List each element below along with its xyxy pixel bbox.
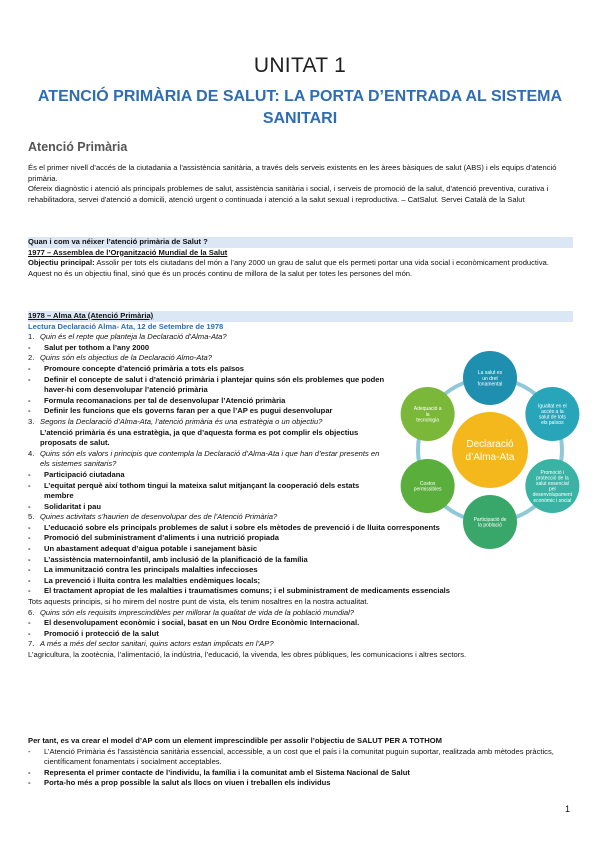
list-item: - La immunització contra les principals malalties infeccioses [28,565,573,576]
list-item: - Participació ciutadana [28,470,388,481]
almaata-left-column [28,332,388,512]
question-5-note: Tots aquests principis, si ho mirem del nostre punt de vista, els tenim nosaltres en la nostra actualitat. [28,597,369,607]
diagram-node-label: tecnologia [416,417,440,424]
list-item: - Un abastament adequat d’aigua potable i sanejament bàsic [28,544,573,555]
almaata-reading: Lectura Declaració Alma- Ata, 12 de Setembre de 1978 [28,321,224,331]
diagram-center-label-2: d’Alma-Ata [465,452,515,463]
diagram-node-label: fonamental [477,381,503,388]
list-item: - El tractament apropiat de les malalties i traumatismes comuns; i el subministrament de medicaments essencials [28,586,573,597]
objective-label: Objectiu principal: [28,258,95,268]
diagram-center-circle [452,412,528,488]
question-4: 4. Quins són els valors i principis que contempla la Declaració d’Alma-Ata i que han d’estar presents en els sistemes sanitaris? [28,448,380,469]
diagram-node-label: desenvolupament [532,492,573,499]
model-block [28,736,573,789]
list-item: - Salut per tothom a l’any 2000 [28,343,388,354]
model-intro: Per tant, es va crear el model d’AP com un element imprescindible per assolir l’objectiu de SALUT PER A TOTHOM [28,736,442,745]
page-number: 1 [565,804,571,814]
diagram-node-label: Costos [419,481,436,487]
list-item: - Definir les funcions que els governs faran per a que l’AP es pugui desenvolupar [28,406,388,417]
unit-title: UNITAT 1 [253,54,347,77]
diagram-node-label: Igualtat en el [538,403,567,410]
diagram-node-label: un dret [482,375,498,382]
list-item: - Solidaritat i pau [28,502,388,513]
intro-block [28,163,573,205]
origin-block [28,237,573,279]
diagram-node-label: Participació de [473,517,507,523]
diagram-node-label: permissibles [413,486,442,493]
question-6: 6. Quins són els requisits imprescindibles per millorar la qualitat de vida de la població mundial? [28,607,355,617]
question-6-list [28,618,573,639]
diagram-node-label: els països [541,420,564,427]
question-1: 1. Quin és el repte que planteja la Declaració d’Alma-Ata? [28,332,227,342]
diagram-node-label: la [425,411,430,418]
almaata-heading: 1978 – Alma Ata (Atenció Primària) [28,311,573,322]
list-item: - Definir el concepte de salut i d’atenció primària i plantejar quins són els problemes que poden haver-hi com desenvolupar l’atenció primària [28,375,388,396]
question-1-list [28,343,388,354]
list-item: - Promoció i protecció de la salut [28,629,573,640]
diagram-node-label: Promoció i [540,469,565,476]
diagram-node-label: accés a la [541,409,564,415]
question-4-list [28,470,388,512]
question-7-answer: L’agricultura, la zootècnia, l’alimentació, la indústria, l’educació, la vivenda, les obres públiques, les comunicacions i altres sectors. [28,650,467,659]
diagram-node-label: econòmic i social [533,497,572,504]
diagram-center-label-1: Declaració [466,439,514,450]
section-heading-atencio-primaria: Atenció Primària [28,140,128,154]
list-item: - L’assistència maternoinfantil, amb inclusió de la planificació de la família [28,555,573,566]
list-item: - El desenvolupament econòmic i social, basat en un Nou Ordre Econòmic Internacional. [28,618,573,629]
diagram-node-label: Adequació a [413,406,442,413]
list-item: - L’equitat perquè així tothom tingui la mateixa salut mitjançant la cooperació dels estats membre [28,481,388,502]
list-item: - La prevenció i lluita contra les malalties endèmiques locals; [28,576,573,587]
objective-paragraph [28,258,573,269]
assembly-heading: 1977 – Assemblea de l’Organització Mundial de la Salut [28,247,228,257]
objective-note: Aquest no és un objectiu final, sinó que és un procés continu de millora de la salut per totes les persones del món. [28,268,413,278]
question-3-answer: L’atenció primària és una estratègia, ja que d’aquesta forma es pot complir els objectius proposats de salut. [40,427,359,448]
diagram-node-label: pel [549,486,556,493]
diagram-node-label: La salut es [477,370,503,377]
list-item: - Formula recomanacions per tal de desenvolupar l’Atenció primària [28,396,388,407]
list-item: - L’Atenció Primària és l’assistència sanitària essencial, accessible, a un cost que el país i la comunitat puguin suportar, realitzada amb mètodes pràctics, científicament fonamentats i socialment acceptables. [28,747,573,768]
diagram-node-label: salut de tots [538,414,566,421]
model-list [28,747,573,789]
question-5: 5. Quines activitats s’haurien de desenvolupar des de l’Atenció Primària? [28,512,278,522]
document-title: ATENCIÓ PRIMÀRIA DE SALUT: LA PORTA D’ENTRADA AL SISTEMA SANITARI [37,88,563,127]
diagram-node-label: salut essencial [535,481,569,487]
question-3: 3. Segons la Declaració d’Alma-Ata, l’atenció primària és una estratègia o un objectiu? [28,416,323,426]
list-item: - Promoció del subministrament d’aliments i una nutrició propiada [28,533,573,544]
list-item: - L’educació sobre els principals problemes de salut i sobre els mètodes de prevenció i de lluita corresponents [28,523,573,534]
diagram-node-label: protecció de la [536,475,569,482]
diagram-node-label: la població [478,522,502,529]
question-2-list [28,364,388,417]
objective-text: Assolir per tots els ciutadans del món a l’any 2000 un grau de salut que els permeti portar una vida social i econòmicament productiva. [94,258,549,268]
list-item: - Promoure concepte d’atenció primària a tots els països [28,364,388,375]
list-item: - Representa el primer contacte de l’individu, la família i la comunitat amb el Sistema Nacional de Salut [28,768,573,779]
question-7: 7. A més a més del sector sanitari, quins actors estan implicats en l’AP? [28,639,274,649]
question-2: 2. Quins són els objectius de la Declaració Almo-Ata? [28,353,212,363]
list-item: - Porta-ho més a prop possible la salut als llocs on viuen i treballen els individus [28,778,573,789]
intro-paragraph-1: És el primer nivell d’accés de la ciutadania a l’assistència sanitària, a través dels serveis existents en les àrees bàsiques de salut (ABS) i els equips d’atenció primària. [28,163,557,183]
intro-paragraph-2: Ofereix diagnòstic i atenció als principals problemes de salut, assistència sanitària i social, i serveis de promoció de la salut, d'atenció preventiva, curativa i rehabilitadora, servei d'atenció a domicili, atenció urgent o continuada i atenció a la salut sexual i reproductiva. – CatSalut. Servei Català de la Salut [28,184,549,204]
alma-ata-cycle-diagram [390,350,590,550]
origin-question: Quan i com va néixer l’atenció primària de Salut ? [28,237,573,248]
